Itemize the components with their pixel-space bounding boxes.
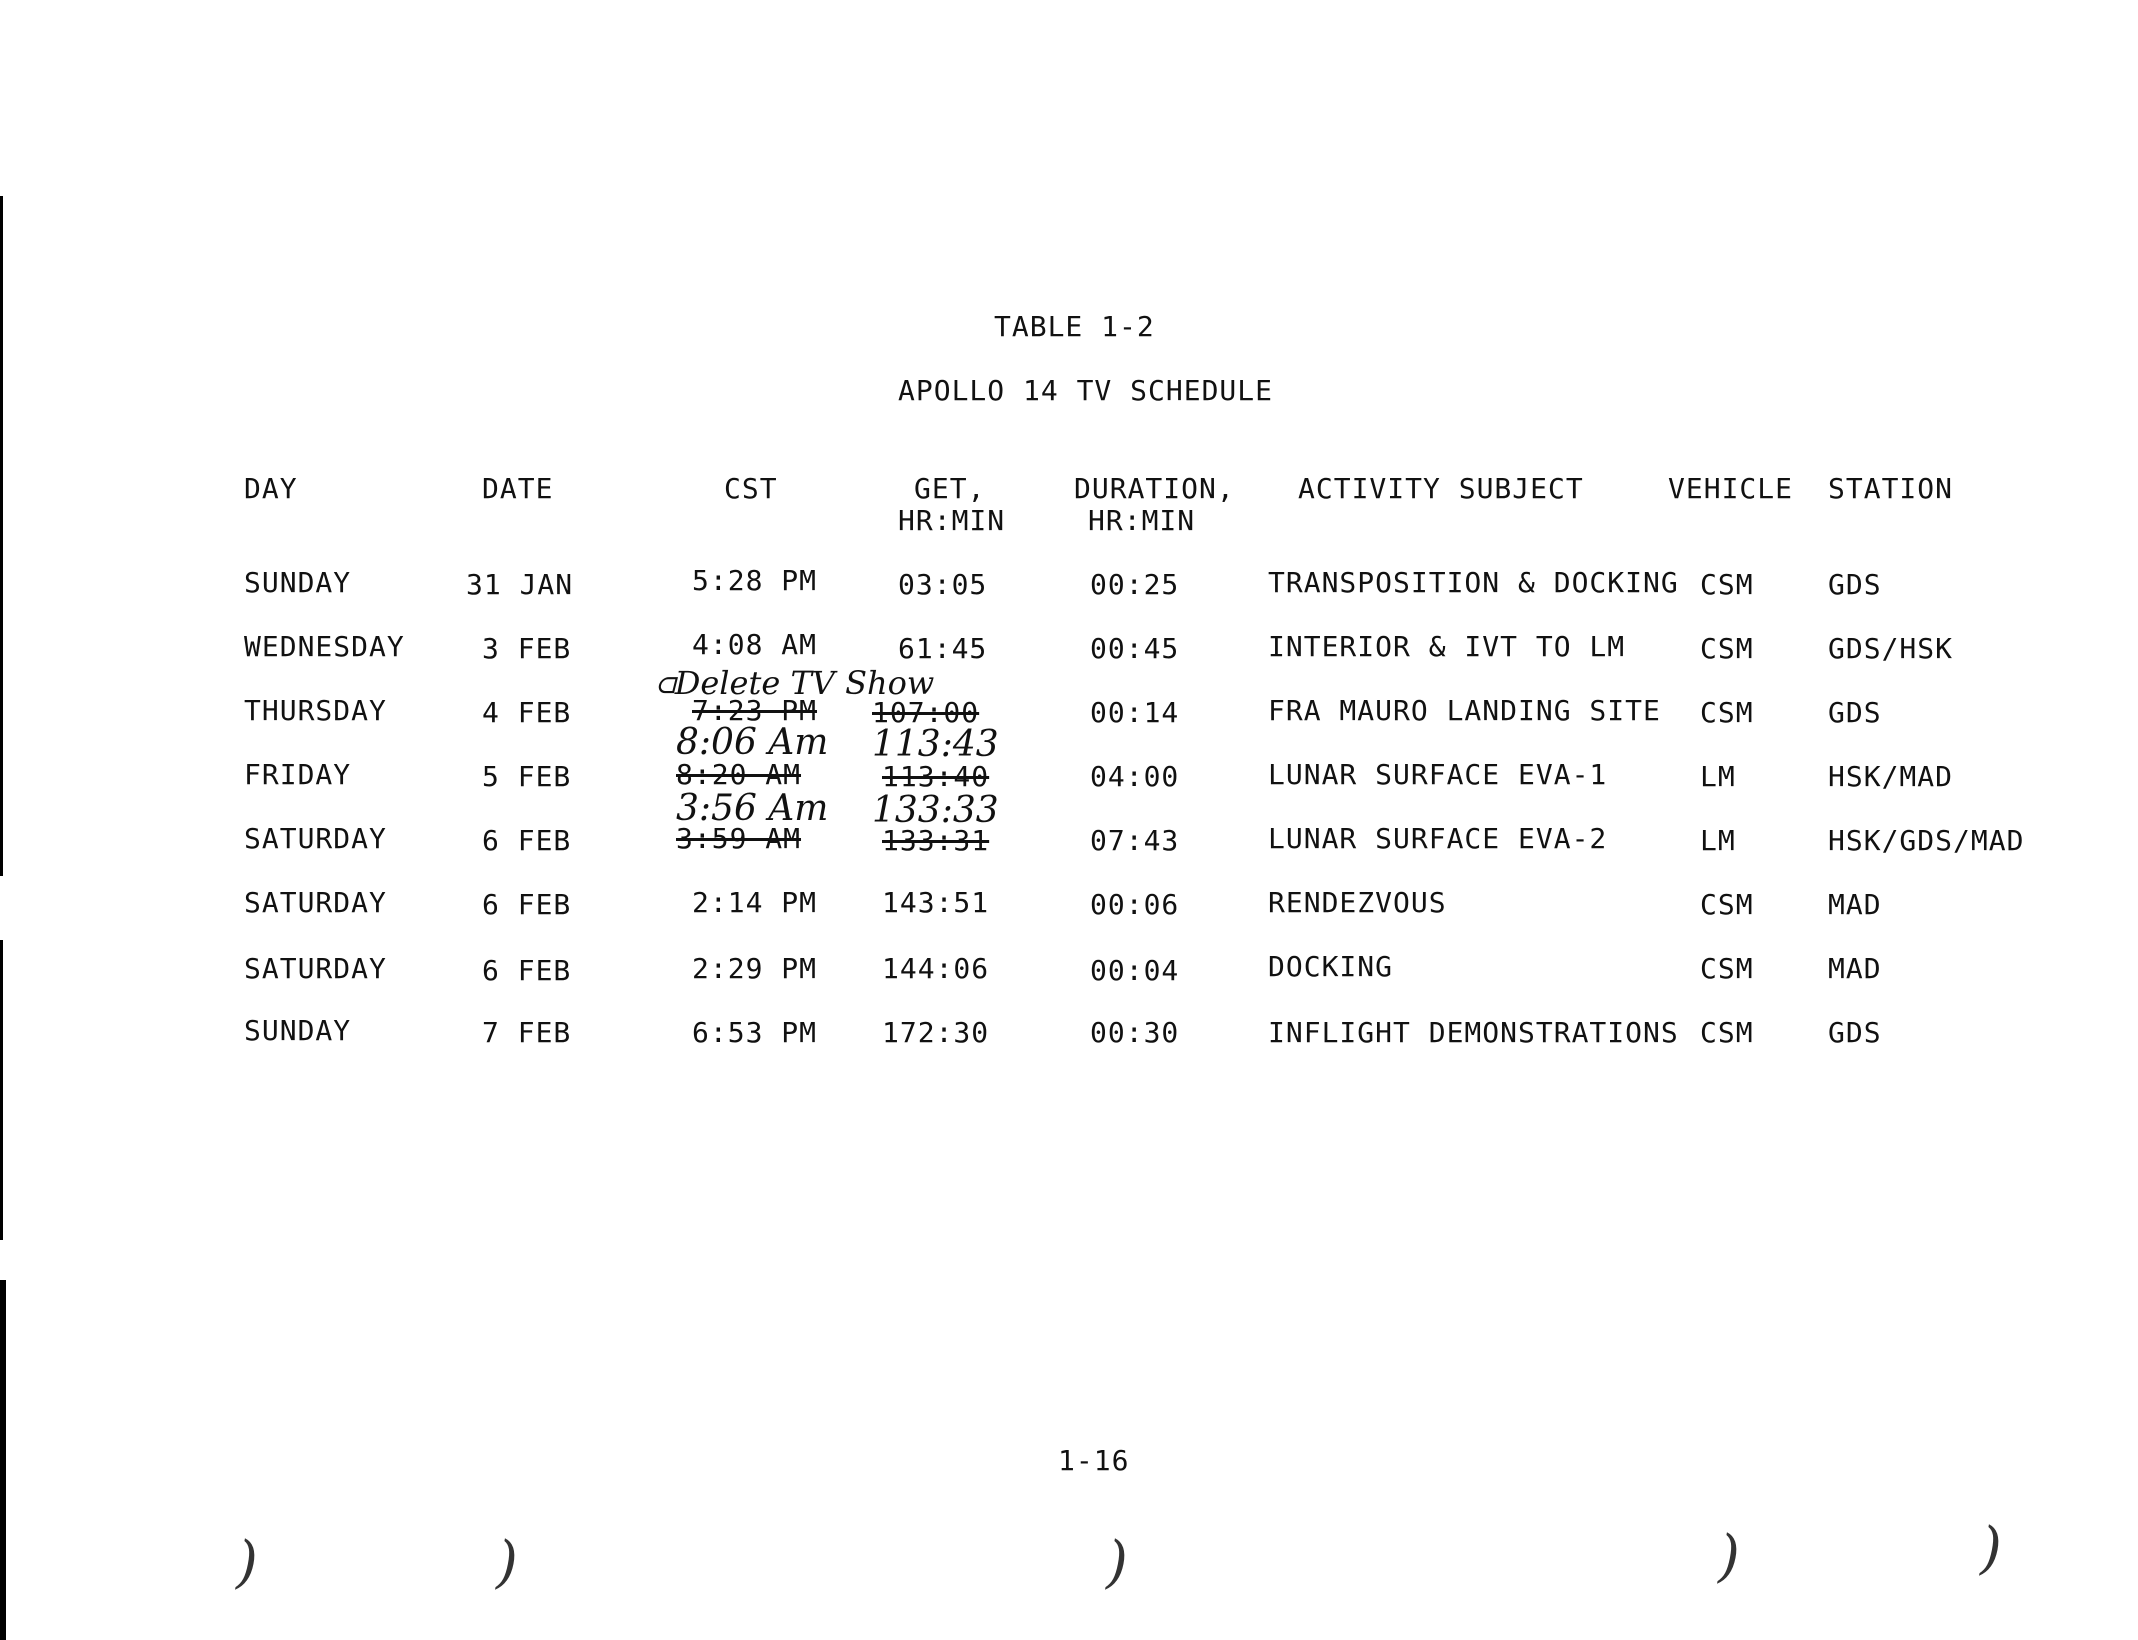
table-title: APOLLO 14 TV SCHEDULE [898, 374, 1274, 407]
header-date: DATE [482, 472, 554, 505]
cell-activity: FRA MAURO LANDING SITE [1268, 694, 1661, 727]
cell-get: 03:05 [898, 568, 988, 601]
binding-mark-icon: ) [1106, 1530, 1128, 1595]
cell-station: MAD [1828, 888, 1882, 921]
table-label: TABLE 1-2 [994, 310, 1155, 343]
curl-arrow-icon: ⫏ [656, 664, 675, 702]
handwritten-get-correction: 133:33 [872, 790, 999, 831]
header-duration: DURATION, [1074, 472, 1235, 505]
header-get-unit: HR:MIN [898, 504, 1006, 537]
cell-activity: TRANSPOSITION & DOCKING [1268, 566, 1679, 599]
cell-cst-struck: 8:20 AM [676, 758, 802, 791]
header-day: DAY [244, 472, 298, 505]
cell-vehicle: LM [1700, 824, 1736, 857]
cell-activity: INTERIOR & IVT TO LM [1268, 630, 1626, 663]
cell-date: 3 FEB [482, 632, 572, 665]
cell-day: SATURDAY [244, 952, 387, 985]
cell-activity: DOCKING [1268, 950, 1394, 983]
cell-station: MAD [1828, 952, 1882, 985]
cell-cst: 5:28 PM [692, 564, 818, 597]
scan-edge-line [0, 1280, 6, 1640]
cell-duration: 04:00 [1090, 760, 1180, 793]
binding-mark-icon: ) [236, 1530, 258, 1595]
cell-duration: 00:06 [1090, 888, 1180, 921]
cell-vehicle: CSM [1700, 632, 1754, 665]
cell-station: GDS/HSK [1828, 632, 1954, 665]
header-duration-unit: HR:MIN [1088, 504, 1196, 537]
cell-vehicle: LM [1700, 760, 1736, 793]
header-cst: CST [724, 472, 778, 505]
handwritten-cst-correction: 3:56 Am [676, 788, 829, 829]
cell-duration: 00:45 [1090, 632, 1180, 665]
cell-vehicle: CSM [1700, 568, 1754, 601]
cell-cst: 2:29 PM [692, 952, 818, 985]
cell-activity: LUNAR SURFACE EVA-1 [1268, 758, 1608, 791]
binding-mark-icon: ) [1980, 1516, 2002, 1581]
cell-cst: 2:14 PM [692, 886, 818, 919]
cell-station: GDS [1828, 1016, 1882, 1049]
cell-get-struck: 133:31 [882, 824, 990, 857]
cell-day: SUNDAY [244, 566, 352, 599]
cell-date: 6 FEB [482, 954, 572, 987]
cell-station: HSK/GDS/MAD [1828, 824, 2025, 857]
cell-vehicle: CSM [1700, 696, 1754, 729]
handwritten-get-correction: 113:43 [872, 724, 999, 765]
cell-date: 4 FEB [482, 696, 572, 729]
cell-station: GDS [1828, 568, 1882, 601]
handwritten-delete-note: ⫏Delete TV Show [656, 664, 935, 702]
cell-day: SATURDAY [244, 822, 387, 855]
scan-edge-line [0, 196, 3, 876]
cell-get-struck: 113:40 [882, 760, 990, 793]
cell-cst: 6:53 PM [692, 1016, 818, 1049]
cell-date: 7 FEB [482, 1016, 572, 1049]
header-station: STATION [1828, 472, 1954, 505]
cell-duration: 00:30 [1090, 1016, 1180, 1049]
cell-station: HSK/MAD [1828, 760, 1954, 793]
cell-activity: LUNAR SURFACE EVA-2 [1268, 822, 1608, 855]
cell-duration: 00:04 [1090, 954, 1180, 987]
header-get: GET, [914, 472, 986, 505]
cell-date: 6 FEB [482, 824, 572, 857]
cell-date: 6 FEB [482, 888, 572, 921]
cell-day: THURSDAY [244, 694, 387, 727]
handwritten-cst-correction: 8:06 Am [676, 722, 829, 763]
page-number: 1-16 [1058, 1444, 1130, 1477]
cell-day: FRIDAY [244, 758, 352, 791]
cell-station: GDS [1828, 696, 1882, 729]
cell-get: 144:06 [882, 952, 990, 985]
header-vehicle: VEHICLE [1668, 472, 1794, 505]
cell-day: SATURDAY [244, 886, 387, 919]
cell-activity: RENDEZVOUS [1268, 886, 1447, 919]
cell-get: 172:30 [882, 1016, 990, 1049]
cell-day: SUNDAY [244, 1014, 352, 1047]
cell-vehicle: CSM [1700, 952, 1754, 985]
scan-edge-line [0, 940, 3, 1240]
cell-vehicle: CSM [1700, 888, 1754, 921]
cell-activity: INFLIGHT DEMONSTRATIONS [1268, 1016, 1679, 1049]
cell-day: WEDNESDAY [244, 630, 405, 663]
cell-cst-struck: 7:23 PM [692, 694, 818, 727]
cell-get-struck: 107:00 [872, 696, 980, 729]
cell-cst: 4:08 AM [692, 628, 818, 661]
cell-cst-struck: 3:59 AM [676, 822, 802, 855]
binding-mark-icon: ) [496, 1530, 518, 1595]
cell-date: 5 FEB [482, 760, 572, 793]
cell-get: 61:45 [898, 632, 988, 665]
cell-duration: 00:14 [1090, 696, 1180, 729]
cell-get: 143:51 [882, 886, 990, 919]
header-activity: ACTIVITY SUBJECT [1298, 472, 1584, 505]
cell-vehicle: CSM [1700, 1016, 1754, 1049]
binding-mark-icon: ) [1718, 1524, 1740, 1589]
cell-duration: 00:25 [1090, 568, 1180, 601]
cell-date: 31 JAN [466, 568, 574, 601]
cell-duration: 07:43 [1090, 824, 1180, 857]
